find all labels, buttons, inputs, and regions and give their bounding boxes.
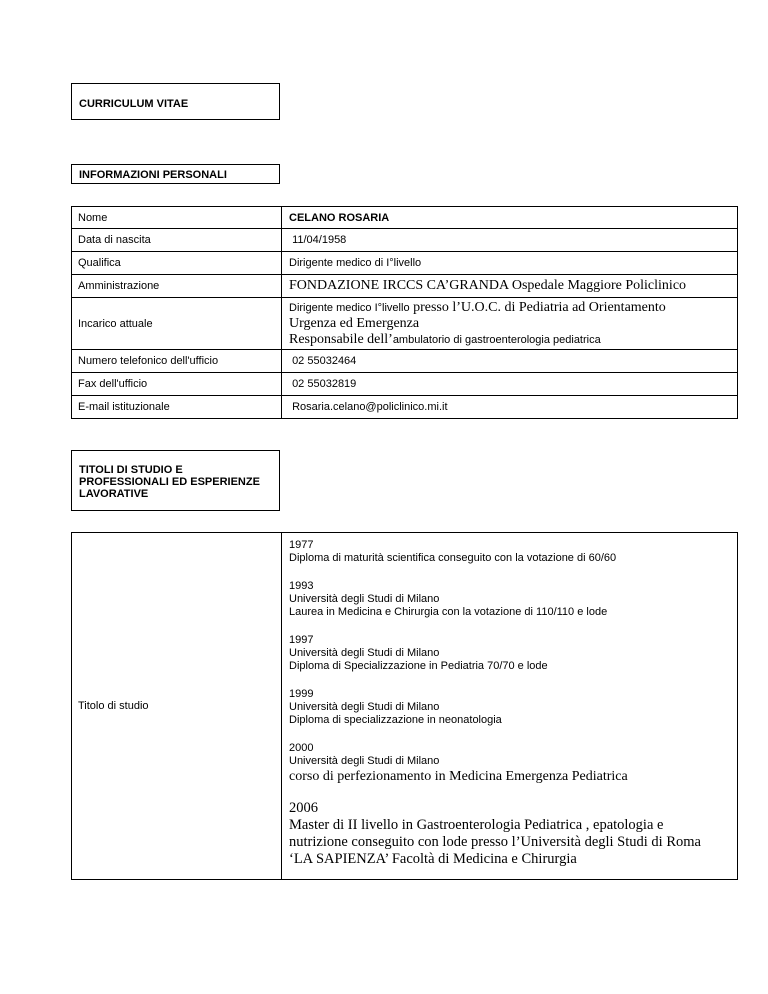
- personal-info-heading: INFORMAZIONI PERSONALI: [79, 169, 227, 181]
- entry-line: Master di II livello in Gastroenterologia Pediatrica , epatologia e: [289, 817, 664, 833]
- entry-line: Diploma di maturità scientifica conseguito con la votazione di 60/60: [289, 552, 617, 564]
- incarico-line2: Urgenza ed Emergenza: [289, 316, 420, 331]
- personal-info-heading-box: [71, 164, 280, 184]
- entry-line: Laurea in Medicina e Chirurgia con la votazione di 110/110 e lode: [289, 606, 608, 618]
- entry-line: ‘LA SAPIENZA’ Facoltà di Medicina e Chirurgia: [289, 851, 577, 867]
- titoli-heading: TITOLI DI STUDIO E PROFESSIONALI ED ESPERIENZE LAVORATIVE: [79, 464, 260, 500]
- telefono-label: Numero telefonico dell'ufficio: [72, 350, 282, 373]
- entry-line: Diploma di Specializzazione in Pediatria 70/70 e lode: [289, 660, 548, 672]
- nascita-label: Data di nascita: [72, 229, 282, 252]
- studio-label: Titolo di studio: [72, 533, 282, 880]
- table-row: [72, 275, 738, 298]
- list-item: [289, 800, 729, 868]
- entry-year: 2006: [289, 800, 318, 816]
- entry-line: corso di perfezionamento in Medicina Emergenza Pediatrica: [289, 769, 628, 784]
- list-item: [289, 634, 729, 673]
- incarico-line3-b: ambulatorio di gastroenterologia pediatrica: [392, 334, 601, 346]
- entry-year: 1977: [289, 539, 314, 551]
- table-row: [72, 533, 738, 880]
- email-label: E-mail istituzionale: [72, 396, 282, 419]
- incarico-line3-a: Responsabile dell’: [289, 332, 393, 347]
- fax-value: [282, 373, 738, 396]
- nascita-value-text: 11/04/1958: [292, 234, 347, 246]
- studio-entries: [282, 533, 738, 880]
- entry-year: 1997: [289, 634, 314, 646]
- entry-line: Diploma di specializzazione in neonatologia: [289, 714, 502, 726]
- list-item: [289, 688, 729, 727]
- entry-line: Università degli Studi di Milano: [289, 593, 440, 605]
- incarico-value: [282, 298, 738, 350]
- entry-line: Università degli Studi di Milano: [289, 755, 440, 767]
- email-value: [282, 396, 738, 419]
- cv-title-box: [71, 83, 280, 120]
- table-row: [72, 207, 738, 229]
- list-item: [289, 539, 729, 565]
- table-row: [72, 298, 738, 350]
- entry-year: 2000: [289, 742, 314, 754]
- nome-label: Nome: [72, 207, 282, 229]
- list-item: [289, 742, 729, 785]
- entry-line: Università degli Studi di Milano: [289, 701, 440, 713]
- entry-year: 1993: [289, 580, 314, 592]
- table-row: [72, 350, 738, 373]
- titoli-heading-box: [71, 450, 280, 511]
- amministrazione-value: FONDAZIONE IRCCS CA’GRANDA Ospedale Maggiore Policlinico: [282, 275, 738, 298]
- cv-title: CURRICULUM VITAE: [79, 98, 189, 110]
- qualifica-label: Qualifica: [72, 252, 282, 275]
- incarico-line1-a: Dirigente medico I°livello: [289, 302, 410, 314]
- list-item: [289, 580, 729, 619]
- qualifica-value: Dirigente medico di I°livello: [282, 252, 738, 275]
- fax-value-text: 02 55032819: [292, 378, 357, 390]
- entry-line: Università degli Studi di Milano: [289, 647, 440, 659]
- entry-year: 1999: [289, 688, 314, 700]
- amministrazione-label: Amministrazione: [72, 275, 282, 298]
- entry-line: nutrizione conseguito con lode presso l’Università degli Studi di Roma: [289, 834, 701, 850]
- incarico-line1-b: presso l’U.O.C. di Pediatria ad Orientamento: [409, 300, 666, 315]
- email-value-text: Rosaria.celano@policlinico.mi.it: [292, 401, 448, 413]
- personal-info-table: [71, 206, 738, 419]
- nascita-value: [282, 229, 738, 252]
- table-row: [72, 229, 738, 252]
- incarico-label: Incarico attuale: [72, 298, 282, 350]
- fax-label: Fax dell'ufficio: [72, 373, 282, 396]
- table-row: [72, 396, 738, 419]
- telefono-value: [282, 350, 738, 373]
- studio-table: [71, 532, 738, 880]
- table-row: [72, 373, 738, 396]
- telefono-value-text: 02 55032464: [292, 355, 357, 367]
- table-row: [72, 252, 738, 275]
- nome-value: CELANO ROSARIA: [282, 207, 738, 229]
